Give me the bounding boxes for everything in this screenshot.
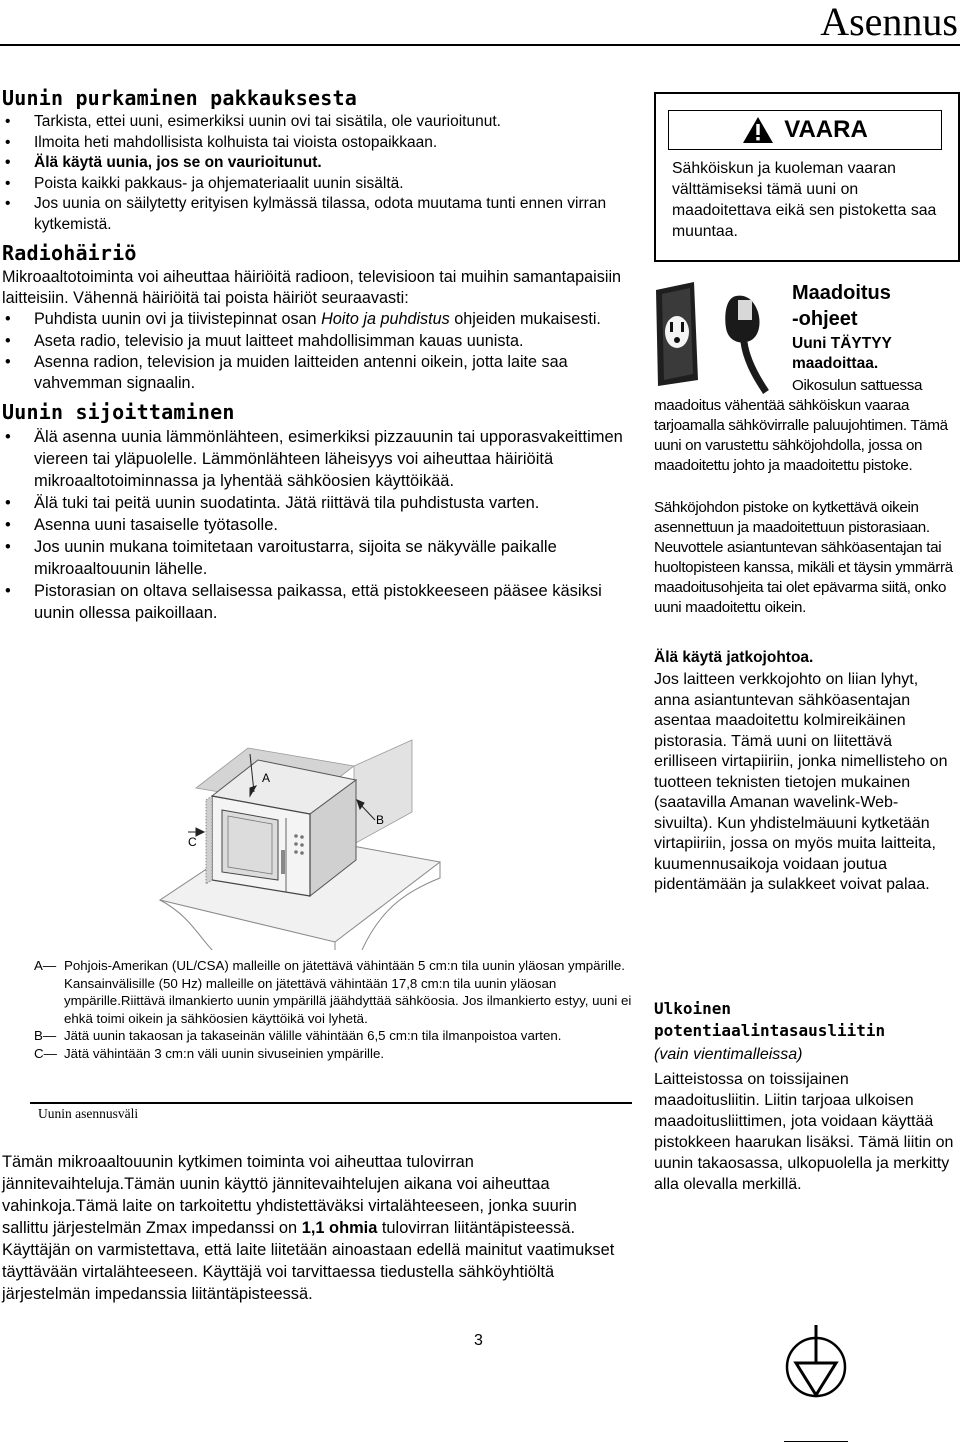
placement-heading: Uunin sijoittaminen (2, 400, 235, 425)
must-ground-line1: Uuni TÄYTYY (792, 335, 892, 352)
warning-triangle-icon (742, 116, 774, 144)
radio-heading: Radiohäiriö (2, 241, 137, 265)
label-b: B (376, 813, 385, 827)
list-item: • Älä asenna uunia lämmönlähteen, esimerkiksi pizzauunin tai upporasvakeittimen viereen tai yläpuolelle. Lämmönlähteen läheisyys voi aiheuttaa häiriöitä mikroaaltotoiminnassa ja lyhentää sähköosien käyttöikää. (2, 426, 632, 492)
unpacking-list (2, 112, 632, 235)
list-item: • Tarkista, ettei uuni, esimerkiksi uunin ovi tai sisätila, ole vaurioitunut. (2, 112, 632, 133)
voltage-paragraph (2, 1151, 622, 1305)
caption-c (34, 1045, 634, 1063)
unpacking-heading: Uunin purkaminen pakkauksesta (2, 86, 357, 110)
radio-section (2, 267, 632, 394)
extension-paragraph: Jos laitteen verkkojohto on liian lyhyt, anna asiantuntevan sähköasentajan asentaa maadoitettu kolmireikäinen pistorasia. Tämä uuni on liitettävä erilliseen virtapiiriin, jonka nimellisteho on tuotteen teknisten tietojen mukainen (saatavilla Amanan wavelink-Web-sivuilta). Kun yhdistelmäuuni kytketään virtapiiriin, jossa on myös muita laitteita, kuumennusaikoja voidaan joutua pidentämään ja sulakkeet voivat palaa. (654, 671, 948, 893)
radio-list (2, 309, 632, 394)
terminal-subheading: (vain vientimalleissa) (654, 1046, 803, 1063)
grounding-heading (792, 280, 960, 332)
list-item: • Asenna radion, television ja muiden laitteiden antenni oikein, jotta laite saa vahvemman signaalin. (2, 352, 632, 394)
impedance-value: 1,1 ohmia (301, 1219, 378, 1237)
vent-grille (206, 796, 212, 884)
equipotential-ground-icon (784, 1325, 848, 1442)
title-rule (0, 44, 960, 46)
list-item: • Älä käytä uunia, jos se on vaurioitunut. (2, 153, 632, 174)
figure-rule (30, 1102, 632, 1104)
grounding-heading-1: Maadoitus (792, 282, 891, 304)
extension-heading: Älä käytä jatkojohtoa. (654, 649, 814, 666)
list-item: • Jos uunin mukana toimitetaan varoitustarra, sijoita se näkyvälle paikalle mikroaaltouunin lähelle. (2, 536, 632, 580)
side-clearance-zone (354, 740, 412, 844)
label-c: C (188, 835, 197, 849)
caption-c-text: Jätä vähintään 3 cm:n väli uunin sivuseinien ympärille. (64, 1045, 385, 1061)
figure-captions (34, 957, 634, 1063)
grounding-paragraph-2: Sähköjohdon pistoke on kytkettävä oikein asennettuun ja maadoitettuun pistorasiaan. Neuvottele asiantuntevan sähköasentajan tai huoltopisteen kanssa, mikäli et täysin ymmärrä maadoitusohjeita tai olet epävarma siitä, onko uuni maadoitettu oikein. (654, 499, 953, 616)
list-item: • Aseta radio, televisio ja muut laitteet mahdollisimman kauas uunista. (2, 331, 632, 352)
caption-a-text: Pohjois-Amerikan (UL/CSA) malleille on jätettävä vähintään 5 cm:n tila uunin yläosan ympärille. Kansainvälisille (50 Hz) malleille on jätettävä vähintään 17,8 cm:n tila uunin yläosan ympärille.Riittävä ilmankierto uunin ympärillä jäähdyttää sähköosia. Jos ilmankierto estyy, uuni ei ehkä toimi oikein ja sähköosien käyttöikä voi lyhetä. (64, 958, 632, 1026)
label-a: A (262, 771, 271, 785)
caption-b-text: Jätä uunin takaosan ja takaseinän välille vähintään 6,5 cm:n tila ilmanpoistoa varten. (64, 1028, 562, 1044)
warning-label: VAARA (784, 116, 868, 143)
grounding-p1-start: Oikosulun sattuessa (792, 377, 923, 394)
figure-caption: Uunin asennusväli (38, 1106, 139, 1121)
radio-bullet1-before: Puhdista uunin ovi ja tiivistepinnat osan (34, 310, 322, 329)
warning-text: Sähköiskun ja kuoleman vaaran välttämiseksi tämä uuni on maadoitettava eikä sen pistoketta saa muuntaa. (672, 160, 937, 240)
door-window (222, 810, 278, 880)
page-title: Asennus (820, 0, 958, 44)
care-section-reference: Hoito ja puhdistus (321, 310, 450, 329)
list-item: • Jos uunia on säilytetty erityisen kylmässä tilassa, odota muutama tunti ennen virran kytkemistä. (2, 194, 632, 235)
placement-list (2, 426, 632, 624)
radio-bullet1-after: ohjeiden mukaisesti. (449, 310, 601, 329)
caption-a (34, 957, 634, 1027)
caption-a-key: A— (34, 958, 57, 973)
must-ground-text (792, 334, 960, 374)
left-column (2, 86, 632, 624)
caption-c-key: C— (34, 1045, 57, 1061)
radio-intro: Mikroaaltotoiminta voi aiheuttaa häiriöitä radioon, televisioon tai muihin samantapaisiin laitteisiin. Vähennä häiriöitä tai poista häiriöt seuraavasti: (2, 268, 622, 308)
warning-box (654, 92, 960, 262)
door-handle (281, 850, 285, 874)
voltage-text-before: Tämän mikroaaltouunin kytkimen toiminta voi aiheuttaa tulovirran jännitevaihteluja.Tämän uunin käyttö jännitevaihtelujen aikana voi aiheuttaa vahinkoja.Tämä laite on tarkoitettu yhdistettäväksi virtalähteeseen, jonka suurin sallittu järjestelmän Zmax impedanssi on (2, 1153, 577, 1237)
grounding-heading-2: -ohjeet (792, 308, 858, 330)
terminal-paragraph: Laitteistossa on toissijainen maadoitusliitin. Liitin tarjoaa ulkoisen maadoitusliittimen, jota voidaan käyttää pistokkeen haarukan lisäksi. Tämä liitin on uunin takaosassa, ulkopuolella ja merkitty alla olevalla merkillä. (654, 1071, 954, 1193)
list-item (2, 309, 632, 330)
grounding-paragraph-1 (654, 376, 960, 476)
list-item: • Asenna uuni tasaiselle työtasolle. (2, 514, 632, 536)
warning-header (668, 110, 942, 150)
list-item: • Poista kaikki pakkaus- ja ohjemateriaalit uunin sisältä. (2, 174, 632, 195)
oven-clearance-illustration (150, 700, 450, 950)
list-item: • Pistorasian on oltava sellaisessa paikassa, että pistokkeeseen pääsee käsiksi uunin ollessa paikoillaan. (2, 580, 632, 624)
grounding-p1-rest: maadoitus vähentää sähköiskun vaaraa tarjoamalla sähkövirralle paluujohtimen. Tämä uuni on varustettu sähköjohdolla, jossa on maadoitettu johto ja maadoitettu pistoke. (654, 397, 948, 474)
list-item: • Älä tuki tai peitä uunin suodatinta. Jätä riittävä tila puhdistusta varten. (2, 492, 632, 514)
caption-b (34, 1027, 634, 1045)
list-item: • Ilmoita heti mahdollisista kolhuista tai vioista ostopaikkaan. (2, 133, 632, 154)
must-ground-line2: maadoittaa. (792, 355, 879, 372)
caption-b-key: B— (34, 1028, 57, 1044)
page-number: 3 (474, 1332, 483, 1349)
terminal-heading: Ulkoinen potentiaalintasausliitin (654, 999, 886, 1040)
voltage-text-after: tulovirran liitäntäpisteessä. Käyttäjän on varmistettava, että laite liitetään ainoastaan edellä mainitut vaatimukset täyttävään virtalähteeseen. Käyttäjä voi tarvittaessa tiedustella sähköyhtiöltä järjestelmän impedanssia liitäntäpisteessä. (2, 1219, 615, 1303)
